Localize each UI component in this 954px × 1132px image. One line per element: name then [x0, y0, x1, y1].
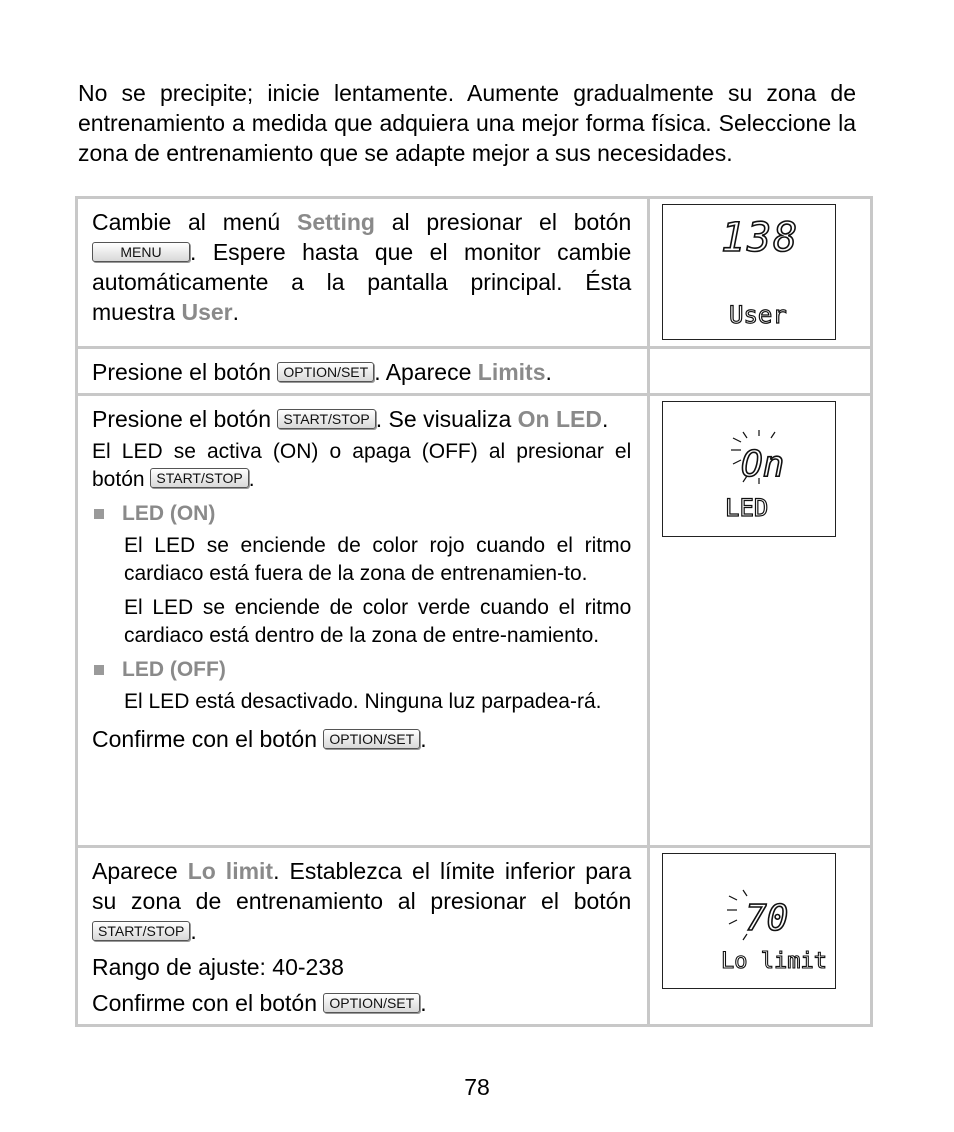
square-bullet-icon: [94, 509, 104, 519]
step-4-text: [77, 847, 649, 1026]
led-on-title: LED (ON): [122, 502, 216, 525]
lcd-value-on: On: [741, 444, 785, 485]
on-led-label: On LED: [517, 406, 603, 432]
option-set-button[interactable]: OPTION/SET: [277, 362, 374, 382]
step-3-p2a: El LED se activa (ON) o apaga (OFF) al presionar el botón: [92, 440, 632, 491]
led-off-desc: El LED está desactivado. Ninguna luz parpadea-rá.: [124, 690, 602, 713]
step-4-t1: Aparece: [92, 858, 188, 884]
square-bullet-icon: [94, 665, 104, 675]
step-row-3: [77, 395, 872, 847]
lcd-display-user: [662, 204, 836, 340]
lcd-label-led: LED: [725, 494, 769, 522]
step-1-t1: Cambie al menú: [92, 209, 297, 235]
menu-button[interactable]: MENU: [92, 242, 190, 262]
led-off-title: LED (OFF): [122, 658, 226, 681]
step-3-confirm: [92, 724, 631, 754]
blink-rays-icon: [727, 890, 747, 940]
start-stop-button-inline[interactable]: START/STOP: [150, 468, 248, 488]
step-3-t3: .: [602, 406, 609, 432]
step-4-display-cell: [649, 847, 872, 1026]
step-2-t3: .: [545, 359, 552, 385]
step-3-confirm-end: .: [420, 726, 427, 752]
setting-label: Setting: [297, 209, 375, 235]
step-2-display-cell: [649, 348, 872, 395]
option-set-button-lo[interactable]: OPTION/SET: [323, 993, 420, 1013]
bullet-led-on: [94, 500, 631, 528]
step-4-paragraph-1: [92, 856, 631, 946]
lo-limit-label: Lo limit: [187, 858, 274, 884]
step-4-t3: .: [190, 918, 197, 944]
led-on-desc-2: El LED se enciende de color verde cuando el ritmo cardiaco está dentro de la zona de entre-namiento.: [124, 596, 632, 647]
lcd-display-lo-limit: [662, 853, 836, 989]
lcd-label-user: User: [729, 301, 788, 329]
step-row-1: [77, 198, 872, 348]
step-3-p2b: .: [248, 468, 255, 491]
intro-paragraph: No se precipite; inicie lentamente. Aumente gradualmente su zona de entrenamiento a medida que adquiera una mejor forma física. Seleccione la zona de entrenamiento que se adapte mejor a sus necesidades.: [78, 80, 856, 166]
step-3-text: [77, 395, 649, 847]
led-on-desc-1: El LED se enciende de color rojo cuando el ritmo cardiaco está fuera de la zona de entrenamien-to.: [124, 534, 632, 585]
steps-table: [75, 196, 873, 1027]
option-set-button-confirm[interactable]: OPTION/SET: [323, 729, 420, 749]
step-1-text: [77, 198, 649, 348]
step-2-t2: . Aparece: [374, 359, 478, 385]
step-3-confirm-text: Confirme con el botón: [92, 726, 324, 752]
lcd-display-led: [662, 401, 836, 537]
step-1-t2: al presionar el botón: [374, 209, 632, 235]
step-row-2: [77, 348, 872, 395]
step-4-confirm: [92, 988, 631, 1018]
step-3-t1: Presione el botón: [92, 406, 278, 432]
start-stop-button[interactable]: START/STOP: [277, 409, 375, 429]
bullet-led-off: [94, 656, 631, 684]
user-label: User: [181, 299, 233, 325]
step-1-t4: .: [232, 299, 240, 325]
step-3-display-cell: [649, 395, 872, 847]
page-number: 78: [464, 1074, 490, 1100]
step-4-confirm-end: .: [420, 990, 427, 1016]
step-4-range: Rango de ajuste: 40-238: [92, 954, 344, 980]
step-1-display-cell: [649, 198, 872, 348]
lcd-label-lo-limit: Lo limit: [721, 949, 828, 974]
step-2-text: [77, 348, 649, 395]
step-2-t1: Presione el botón: [92, 359, 278, 385]
lcd-value-70: 70: [745, 898, 789, 939]
lcd-value-138: 138: [721, 215, 800, 261]
step-4-t2: . Establezca el límite inferior para su zona de entrenamiento al presionar el botón: [92, 858, 632, 914]
step-3-t2: . Se visualiza: [375, 406, 518, 432]
step-4-confirm-text: Confirme con el botón: [92, 990, 324, 1016]
step-row-4: [77, 847, 872, 1026]
step-1-t3: . Espere hasta que el monitor cambie automáticamente a la pantalla principal. Ésta muestra: [92, 239, 632, 325]
start-stop-button-lo[interactable]: START/STOP: [92, 921, 190, 941]
step-3-paragraph-2: [92, 438, 631, 494]
step-3-line-1: [92, 404, 631, 434]
limits-label: Limits: [477, 359, 546, 385]
